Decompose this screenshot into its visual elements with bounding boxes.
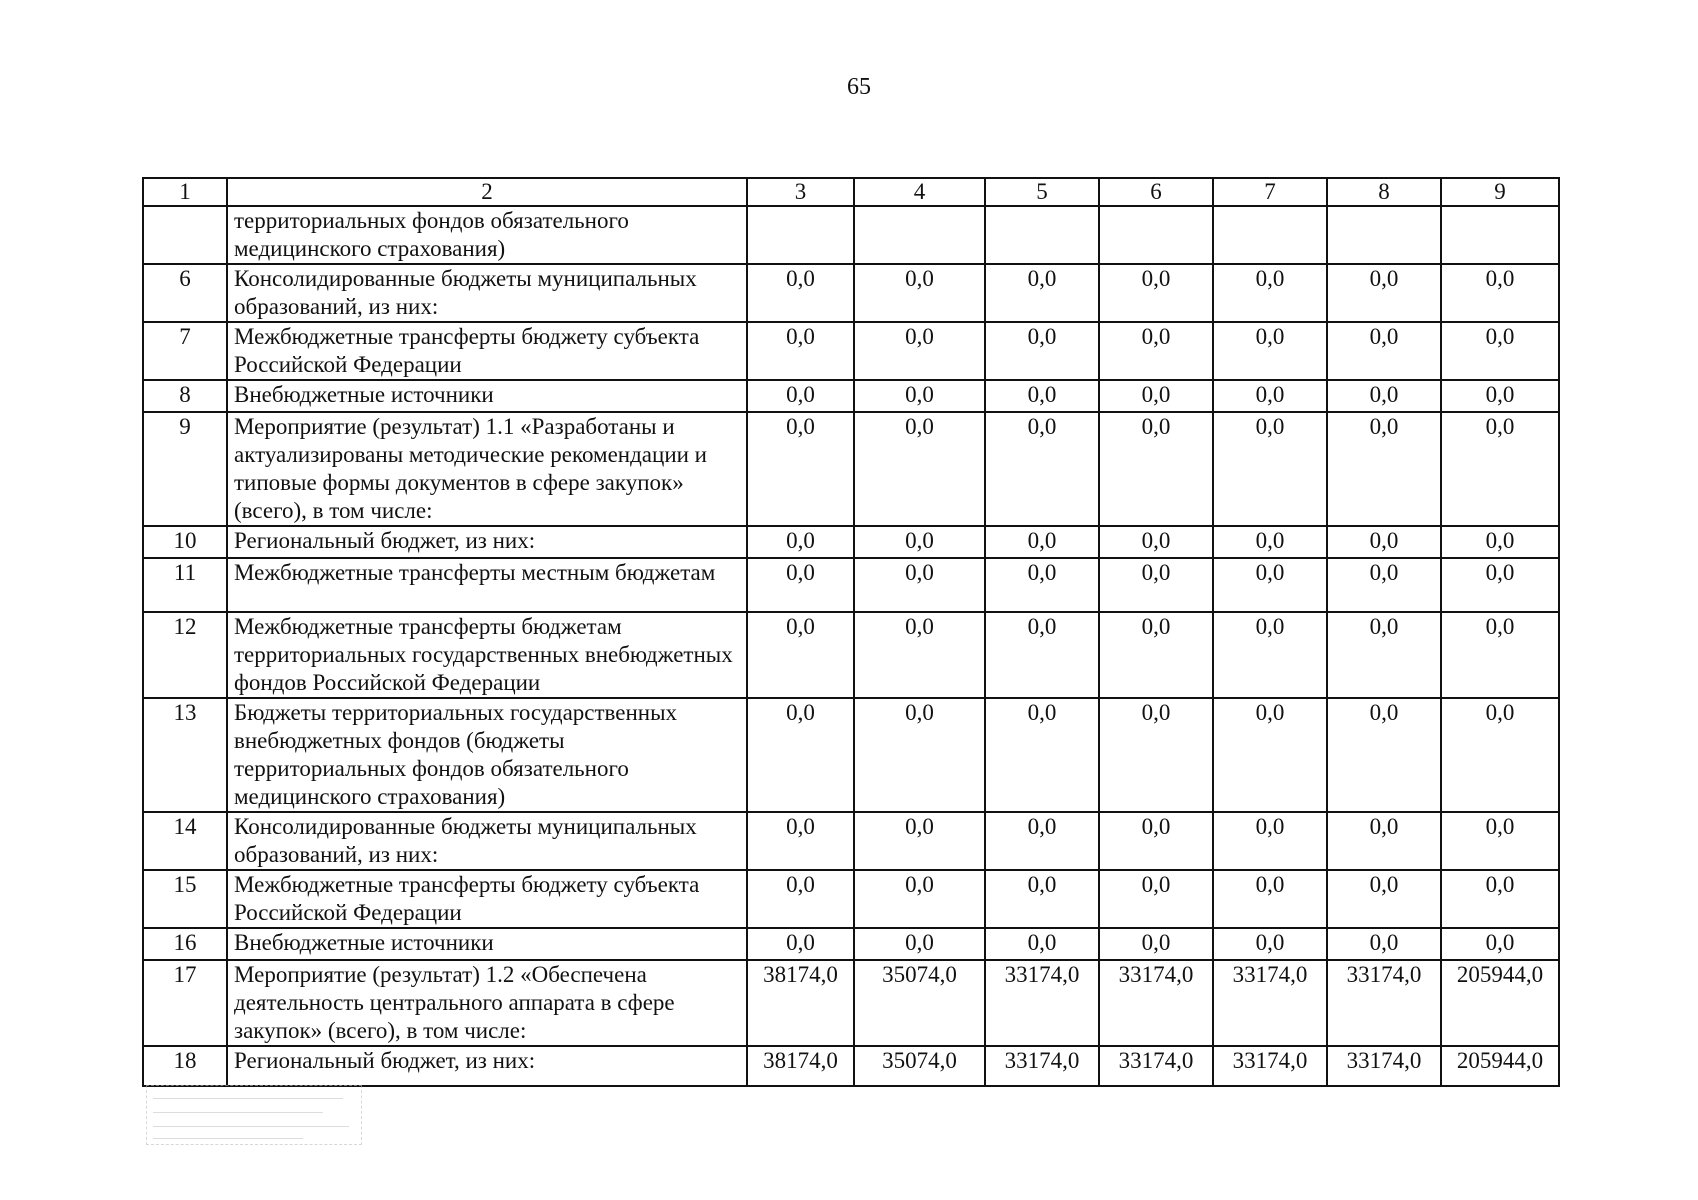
header-cell: 8 <box>1327 178 1441 206</box>
value-cell: 0,0 <box>854 870 985 928</box>
value-cell: 0,0 <box>747 612 854 698</box>
value-cell: 0,0 <box>1099 558 1213 612</box>
value-cell: 33174,0 <box>1213 1046 1327 1086</box>
value-cell: 0,0 <box>854 526 985 558</box>
value-cell: 0,0 <box>747 812 854 870</box>
header-cell: 2 <box>227 178 747 206</box>
value-cell: 0,0 <box>985 322 1099 380</box>
value-cell: 33174,0 <box>1213 960 1327 1046</box>
table-row <box>143 812 1559 870</box>
value-cell: 0,0 <box>1327 526 1441 558</box>
header-cell: 5 <box>985 178 1099 206</box>
value-cell: 0,0 <box>854 322 985 380</box>
row-number: 10 <box>143 526 227 558</box>
row-number: 15 <box>143 870 227 928</box>
value-cell: 0,0 <box>1099 612 1213 698</box>
value-cell <box>985 206 1099 264</box>
value-cell: 0,0 <box>1213 870 1327 928</box>
value-cell: 0,0 <box>854 928 985 960</box>
value-cell: 0,0 <box>1327 698 1441 812</box>
value-cell: 38174,0 <box>747 1046 854 1086</box>
header-cell: 7 <box>1213 178 1327 206</box>
table-row <box>143 960 1559 1046</box>
value-cell: 0,0 <box>985 380 1099 412</box>
value-cell <box>1327 206 1441 264</box>
row-description: Межбюджетные трансферты бюджету субъекта Российской Федерации <box>227 870 747 928</box>
value-cell: 0,0 <box>1213 612 1327 698</box>
page-number: 65 <box>847 74 871 100</box>
value-cell: 0,0 <box>985 870 1099 928</box>
value-cell: 0,0 <box>985 612 1099 698</box>
budget-table <box>142 177 1560 1087</box>
row-number: 12 <box>143 612 227 698</box>
value-cell: 0,0 <box>1213 264 1327 322</box>
value-cell: 0,0 <box>1441 612 1559 698</box>
value-cell: 0,0 <box>1213 412 1327 526</box>
row-number: 13 <box>143 698 227 812</box>
row-description: Консолидированные бюджеты муниципальных образований, из них: <box>227 264 747 322</box>
value-cell: 0,0 <box>1327 812 1441 870</box>
value-cell: 0,0 <box>747 526 854 558</box>
value-cell: 0,0 <box>1441 870 1559 928</box>
row-description: Межбюджетные трансферты бюджетам территориальных государственных внебюджетных фондов Российской Федерации <box>227 612 747 698</box>
row-number <box>143 206 227 264</box>
value-cell: 0,0 <box>747 380 854 412</box>
table-row <box>143 698 1559 812</box>
value-cell: 0,0 <box>747 870 854 928</box>
value-cell: 0,0 <box>854 412 985 526</box>
value-cell: 0,0 <box>1099 928 1213 960</box>
value-cell: 33174,0 <box>985 960 1099 1046</box>
row-number: 18 <box>143 1046 227 1086</box>
table-row <box>143 526 1559 558</box>
value-cell: 205944,0 <box>1441 1046 1559 1086</box>
table-row <box>143 412 1559 526</box>
value-cell: 0,0 <box>1327 928 1441 960</box>
header-cell: 6 <box>1099 178 1213 206</box>
value-cell: 0,0 <box>1099 412 1213 526</box>
value-cell: 0,0 <box>985 412 1099 526</box>
row-description: Консолидированные бюджеты муниципальных образований, из них: <box>227 812 747 870</box>
value-cell: 0,0 <box>985 558 1099 612</box>
value-cell: 0,0 <box>1213 558 1327 612</box>
value-cell: 0,0 <box>747 558 854 612</box>
table-row <box>143 928 1559 960</box>
value-cell <box>854 206 985 264</box>
value-cell: 0,0 <box>854 612 985 698</box>
value-cell: 0,0 <box>1441 698 1559 812</box>
value-cell: 0,0 <box>747 264 854 322</box>
value-cell <box>1441 206 1559 264</box>
row-description: Межбюджетные трансферты местным бюджетам <box>227 558 747 612</box>
row-number: 6 <box>143 264 227 322</box>
row-description: Внебюджетные источники <box>227 380 747 412</box>
value-cell: 0,0 <box>747 322 854 380</box>
value-cell: 0,0 <box>985 264 1099 322</box>
row-description: Региональный бюджет, из них: <box>227 1046 747 1086</box>
value-cell: 0,0 <box>1099 812 1213 870</box>
row-number: 16 <box>143 928 227 960</box>
value-cell: 0,0 <box>1099 322 1213 380</box>
row-description: Мероприятие (результат) 1.1 «Разработаны и актуализированы методические рекомендации и типовые формы документов в сфере закупок» (всего), в том числе: <box>227 412 747 526</box>
value-cell: 33174,0 <box>1327 1046 1441 1086</box>
value-cell: 33174,0 <box>1099 1046 1213 1086</box>
row-number: 17 <box>143 960 227 1046</box>
value-cell: 0,0 <box>747 698 854 812</box>
value-cell: 0,0 <box>1099 264 1213 322</box>
table-row <box>143 322 1559 380</box>
value-cell: 0,0 <box>854 264 985 322</box>
value-cell: 0,0 <box>854 380 985 412</box>
table-row <box>143 1046 1559 1086</box>
value-cell: 0,0 <box>1327 870 1441 928</box>
value-cell: 0,0 <box>1441 558 1559 612</box>
value-cell: 0,0 <box>985 928 1099 960</box>
value-cell: 0,0 <box>1441 322 1559 380</box>
header-row <box>143 178 1559 206</box>
row-description: Мероприятие (результат) 1.2 «Обеспечена деятельность центрального аппарата в сфере закупок» (всего), в том числе: <box>227 960 747 1046</box>
value-cell: 33174,0 <box>985 1046 1099 1086</box>
value-cell: 0,0 <box>985 698 1099 812</box>
value-cell: 38174,0 <box>747 960 854 1046</box>
value-cell: 0,0 <box>854 558 985 612</box>
header-cell: 3 <box>747 178 854 206</box>
value-cell: 0,0 <box>1213 380 1327 412</box>
value-cell: 0,0 <box>1327 380 1441 412</box>
value-cell: 0,0 <box>854 698 985 812</box>
faint-stamp <box>146 1085 362 1145</box>
row-number: 8 <box>143 380 227 412</box>
value-cell: 205944,0 <box>1441 960 1559 1046</box>
table-row <box>143 558 1559 612</box>
value-cell: 0,0 <box>1213 526 1327 558</box>
value-cell: 0,0 <box>1327 558 1441 612</box>
header-cell: 4 <box>854 178 985 206</box>
value-cell: 0,0 <box>854 812 985 870</box>
value-cell: 0,0 <box>1327 264 1441 322</box>
value-cell: 35074,0 <box>854 960 985 1046</box>
value-cell: 0,0 <box>1441 928 1559 960</box>
value-cell: 0,0 <box>1099 870 1213 928</box>
value-cell: 0,0 <box>1441 526 1559 558</box>
value-cell: 33174,0 <box>1327 960 1441 1046</box>
row-number: 11 <box>143 558 227 612</box>
value-cell: 0,0 <box>1441 264 1559 322</box>
value-cell: 0,0 <box>985 526 1099 558</box>
value-cell: 0,0 <box>1099 698 1213 812</box>
table-row <box>143 264 1559 322</box>
row-number: 7 <box>143 322 227 380</box>
row-description: Бюджеты территориальных государственных внебюджетных фондов (бюджеты территориальных фондов обязательного медицинского страхования) <box>227 698 747 812</box>
value-cell: 35074,0 <box>854 1046 985 1086</box>
value-cell: 0,0 <box>1213 812 1327 870</box>
value-cell: 0,0 <box>1327 612 1441 698</box>
value-cell: 0,0 <box>1099 526 1213 558</box>
value-cell: 0,0 <box>1213 928 1327 960</box>
value-cell <box>1213 206 1327 264</box>
value-cell: 0,0 <box>1327 322 1441 380</box>
value-cell: 0,0 <box>1327 412 1441 526</box>
value-cell: 0,0 <box>1441 412 1559 526</box>
table-row <box>143 380 1559 412</box>
table-row <box>143 870 1559 928</box>
value-cell: 0,0 <box>985 812 1099 870</box>
value-cell: 0,0 <box>1099 380 1213 412</box>
row-description: Внебюджетные источники <box>227 928 747 960</box>
header-cell: 9 <box>1441 178 1559 206</box>
value-cell: 33174,0 <box>1099 960 1213 1046</box>
value-cell: 0,0 <box>1213 698 1327 812</box>
table-row <box>143 612 1559 698</box>
value-cell: 0,0 <box>1441 380 1559 412</box>
value-cell <box>747 206 854 264</box>
header-cell: 1 <box>143 178 227 206</box>
table-row <box>143 206 1559 264</box>
row-number: 14 <box>143 812 227 870</box>
value-cell: 0,0 <box>1441 812 1559 870</box>
row-description: Региональный бюджет, из них: <box>227 526 747 558</box>
value-cell: 0,0 <box>747 412 854 526</box>
row-description: Межбюджетные трансферты бюджету субъекта Российской Федерации <box>227 322 747 380</box>
value-cell <box>1099 206 1213 264</box>
value-cell: 0,0 <box>1213 322 1327 380</box>
row-description: территориальных фондов обязательного медицинского страхования) <box>227 206 747 264</box>
value-cell: 0,0 <box>747 928 854 960</box>
table-body <box>143 178 1559 1086</box>
row-number: 9 <box>143 412 227 526</box>
